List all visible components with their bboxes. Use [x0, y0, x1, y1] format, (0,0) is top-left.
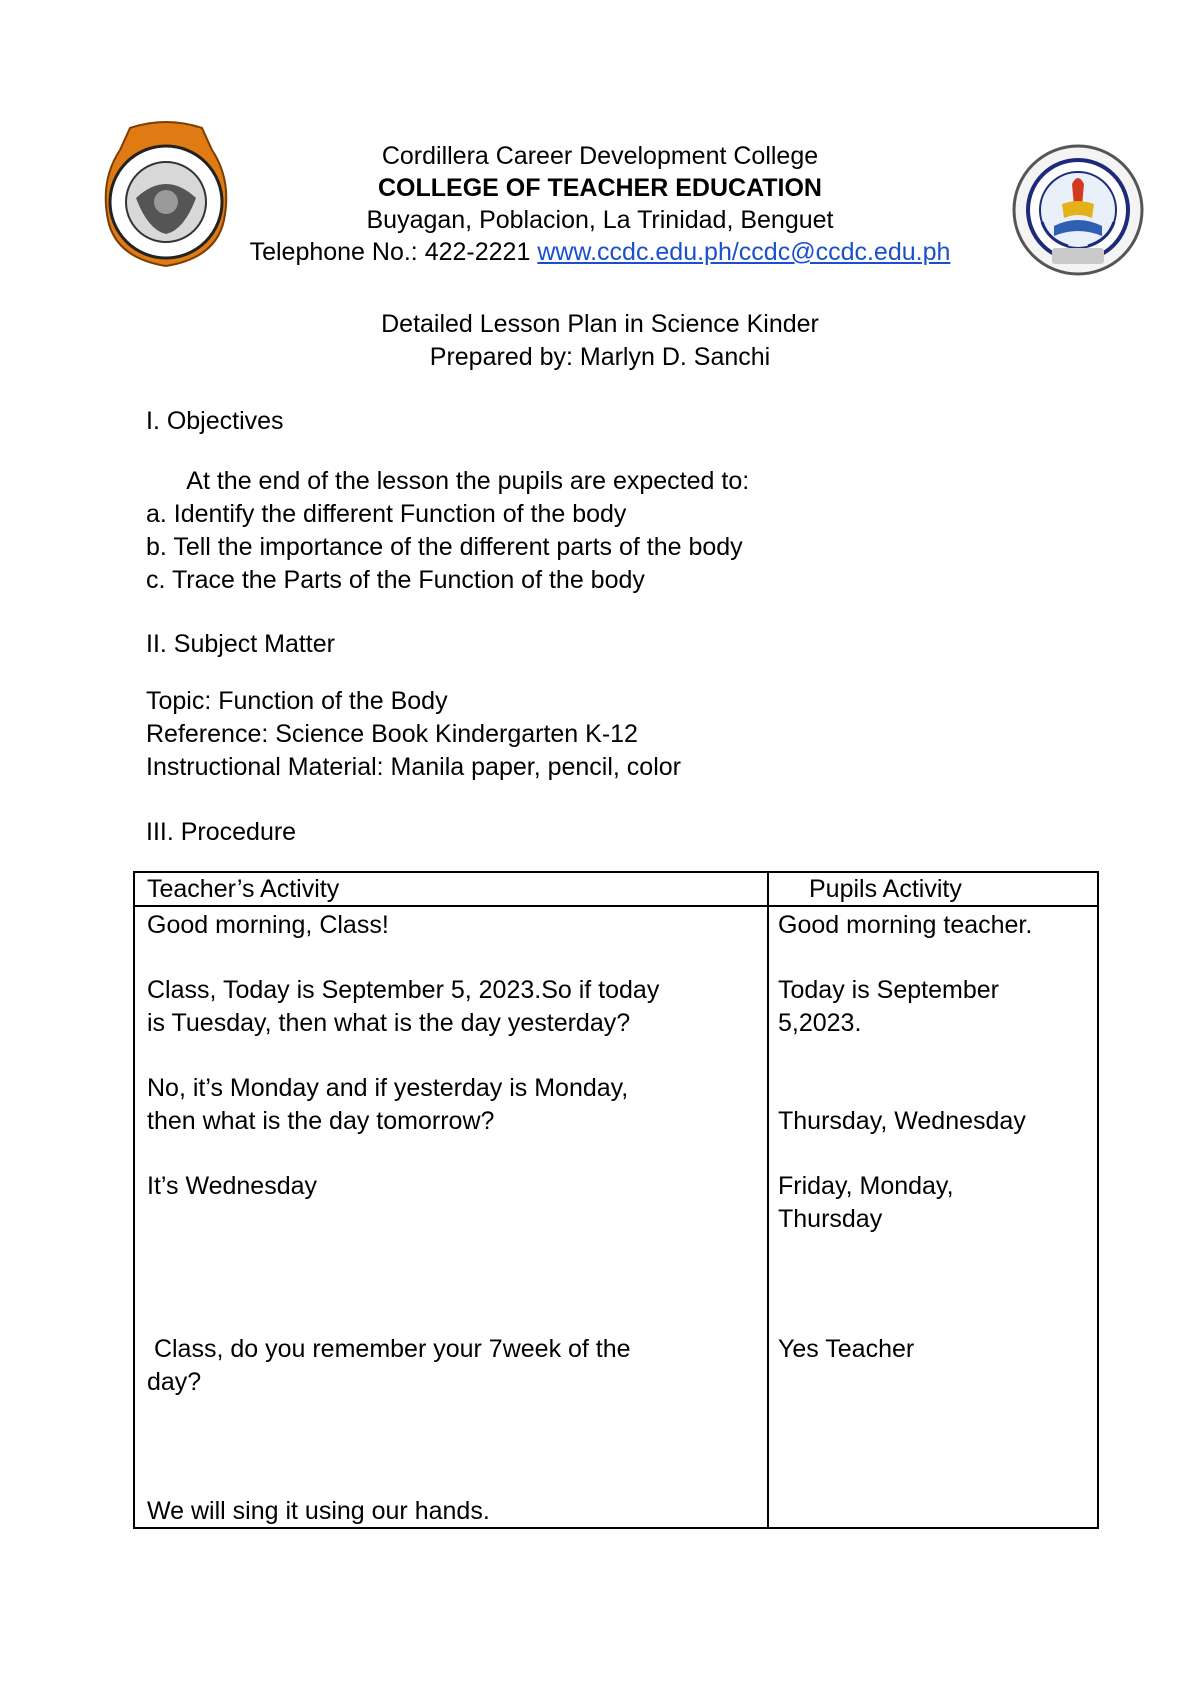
teacher-line: No, it’s Monday and if yesterday is Monday,: [147, 1074, 629, 1102]
teacher-activity-header: Teacher’s Activity: [147, 875, 340, 903]
lesson-plan-heading: Detailed Lesson Plan in Science Kinder: [381, 310, 819, 338]
pupil-line: Today is September: [778, 976, 999, 1004]
pupil-line: Yes Teacher: [778, 1335, 915, 1363]
topic-line: Topic: Function of the Body: [146, 687, 448, 715]
pupil-line: Good morning teacher.: [778, 911, 1033, 939]
teacher-education-seal-logo: [1012, 144, 1144, 276]
objectives-heading: [146, 405, 284, 438]
procedure-heading: [146, 816, 296, 849]
objectives-intro: At the end of the lesson the pupils are expected to:: [146, 467, 750, 495]
procedure-heading-text: III. Procedure: [146, 818, 297, 846]
teacher-line: Class, Today is September 5, 2023.So if today: [147, 976, 660, 1004]
teacher-line: day?: [147, 1368, 202, 1396]
pupil-line: Thursday, Wednesday: [778, 1107, 1026, 1135]
subject-matter-details: [146, 685, 681, 784]
lesson-plan-title: [0, 308, 1200, 374]
college-address: Buyagan, Poblacion, La Trinidad, Benguet: [366, 206, 834, 234]
teacher-line: We will sing it using our hands.: [147, 1497, 490, 1525]
subject-matter-heading: [146, 628, 335, 661]
teacher-line: It’s Wednesday: [147, 1172, 318, 1200]
objective-item: c. Trace the Parts of the Function of the body: [146, 566, 645, 594]
department-name: COLLEGE OF TEACHER EDUCATION: [378, 174, 822, 202]
pupil-line: 5,2023.: [778, 1009, 862, 1037]
teacher-line: Good morning, Class!: [147, 911, 389, 939]
objectives-list: [146, 465, 749, 597]
pupils-activity-header: Pupils Activity: [809, 875, 962, 903]
prepared-by: Prepared by: Marlyn D. Sanchi: [429, 343, 771, 371]
telephone-label: Telephone No.: 422-2221: [249, 238, 538, 266]
teacher-line: is Tuesday, then what is the day yesterday?: [147, 1009, 631, 1037]
college-name: Cordillera Career Development College: [381, 142, 819, 170]
subject-matter-heading-text: II. Subject Matter: [146, 630, 335, 658]
objective-item: b. Tell the importance of the different parts of the body: [146, 533, 743, 561]
teacher-line: Class, do you remember your 7week of the: [147, 1335, 631, 1363]
procedure-table: [133, 871, 1099, 1529]
objective-item: a. Identify the different Function of the body: [146, 500, 627, 528]
table-column-divider: [767, 873, 769, 1527]
reference-line: Reference: Science Book Kindergarten K-12: [146, 720, 638, 748]
objectives-heading-text: I. Objectives: [146, 407, 284, 435]
material-line: Instructional Material: Manila paper, pencil, color: [146, 753, 681, 781]
website-link[interactable]: www.ccdc.edu.ph/ccdc@ccdc.edu.ph: [537, 238, 951, 266]
pupil-line: Friday, Monday,: [778, 1172, 954, 1200]
pupil-line: Thursday: [778, 1205, 883, 1233]
teacher-line: then what is the day tomorrow?: [147, 1107, 495, 1135]
table-header-divider: [135, 905, 1097, 907]
